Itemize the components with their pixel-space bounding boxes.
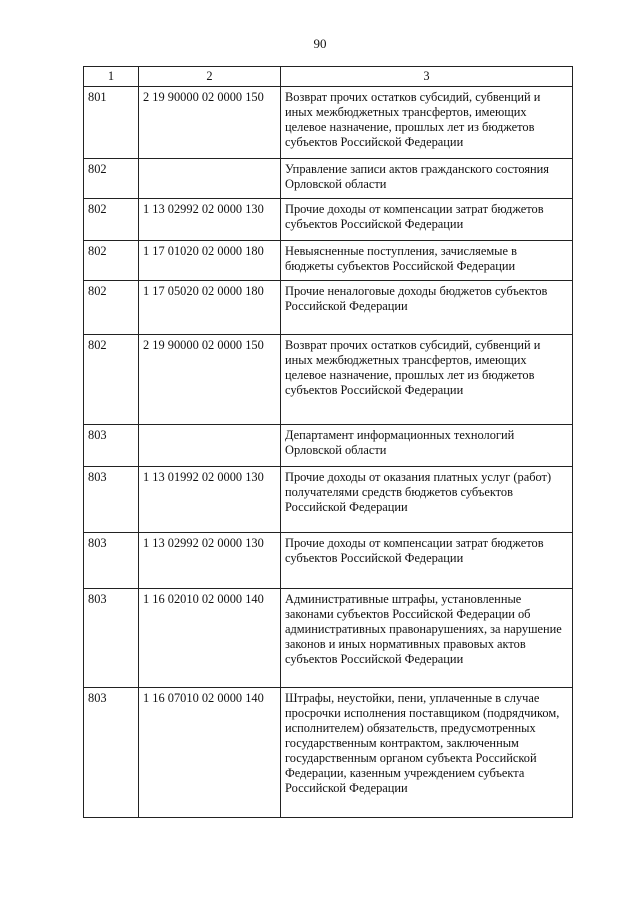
revenue-code-cell: 1 17 05020 02 0000 180 xyxy=(139,281,281,335)
table-row xyxy=(84,241,573,281)
table-row xyxy=(84,335,573,425)
table-row xyxy=(84,533,573,589)
table-row xyxy=(84,688,573,818)
description-cell: Административные штрафы, установленные законами субъектов Российской Федерации об административных правонарушениях, за нарушение законов и иных нормативных правовых актов субъектов Российской Федерации xyxy=(281,589,573,688)
table-header-row xyxy=(84,67,573,87)
column-header-3: 3 xyxy=(281,67,573,87)
admin-code-cell: 803 xyxy=(84,467,139,533)
description-cell: Возврат прочих остатков субсидий, субвенций и иных межбюджетных трансфертов, имеющих целевое назначение, прошлых лет из бюджетов субъектов Российской Федерации xyxy=(281,87,573,159)
table-row xyxy=(84,199,573,241)
revenue-code-cell: 1 13 01992 02 0000 130 xyxy=(139,467,281,533)
table-row xyxy=(84,467,573,533)
admin-code-cell: 803 xyxy=(84,425,139,467)
description-cell: Прочие доходы от компенсации затрат бюджетов субъектов Российской Федерации xyxy=(281,199,573,241)
revenue-code-cell: 1 17 01020 02 0000 180 xyxy=(139,241,281,281)
admin-code-cell: 803 xyxy=(84,533,139,589)
revenue-code-cell: 1 13 02992 02 0000 130 xyxy=(139,199,281,241)
table-row xyxy=(84,159,573,199)
admin-code-cell: 802 xyxy=(84,199,139,241)
revenue-code-cell: 1 13 02992 02 0000 130 xyxy=(139,533,281,589)
column-header-2: 2 xyxy=(139,67,281,87)
table-row xyxy=(84,589,573,688)
description-cell: Управление записи актов гражданского состояния Орловской области xyxy=(281,159,573,199)
admin-code-cell: 803 xyxy=(84,688,139,818)
description-cell: Прочие неналоговые доходы бюджетов субъектов Российской Федерации xyxy=(281,281,573,335)
revenue-classification-table xyxy=(83,66,573,818)
admin-code-cell: 802 xyxy=(84,159,139,199)
table-row xyxy=(84,87,573,159)
page-number: 90 xyxy=(313,36,327,51)
table-row xyxy=(84,281,573,335)
description-cell: Возврат прочих остатков субсидий, субвенций и иных межбюджетных трансфертов, имеющих целевое назначение, прошлых лет из бюджетов субъектов Российской Федерации xyxy=(281,335,573,425)
revenue-code-cell: 1 16 02010 02 0000 140 xyxy=(139,589,281,688)
description-cell: Прочие доходы от компенсации затрат бюджетов субъектов Российской Федерации xyxy=(281,533,573,589)
revenue-code-cell xyxy=(139,425,281,467)
description-cell: Прочие доходы от оказания платных услуг (работ) получателями средств бюджетов субъектов Российской Федерации xyxy=(281,467,573,533)
description-cell: Департамент информационных технологий Орловской области xyxy=(281,425,573,467)
description-cell: Штрафы, неустойки, пени, уплаченные в случае просрочки исполнения поставщиком (подрядчиком, исполнителем) обязательств, предусмотренных государственным контрактом, заключенным государственным органом субъекта Российской Федерации, казенным учреждением субъекта Российской Федерации xyxy=(281,688,573,818)
admin-code-cell: 802 xyxy=(84,335,139,425)
admin-code-cell: 801 xyxy=(84,87,139,159)
revenue-code-cell: 2 19 90000 02 0000 150 xyxy=(139,87,281,159)
admin-code-cell: 802 xyxy=(84,241,139,281)
table-row xyxy=(84,425,573,467)
revenue-code-cell: 2 19 90000 02 0000 150 xyxy=(139,335,281,425)
admin-code-cell: 803 xyxy=(84,589,139,688)
description-cell: Невыясненные поступления, зачисляемые в бюджеты субъектов Российской Федерации xyxy=(281,241,573,281)
revenue-code-cell: 1 16 07010 02 0000 140 xyxy=(139,688,281,818)
revenue-code-cell xyxy=(139,159,281,199)
admin-code-cell: 802 xyxy=(84,281,139,335)
column-header-1: 1 xyxy=(84,67,139,87)
